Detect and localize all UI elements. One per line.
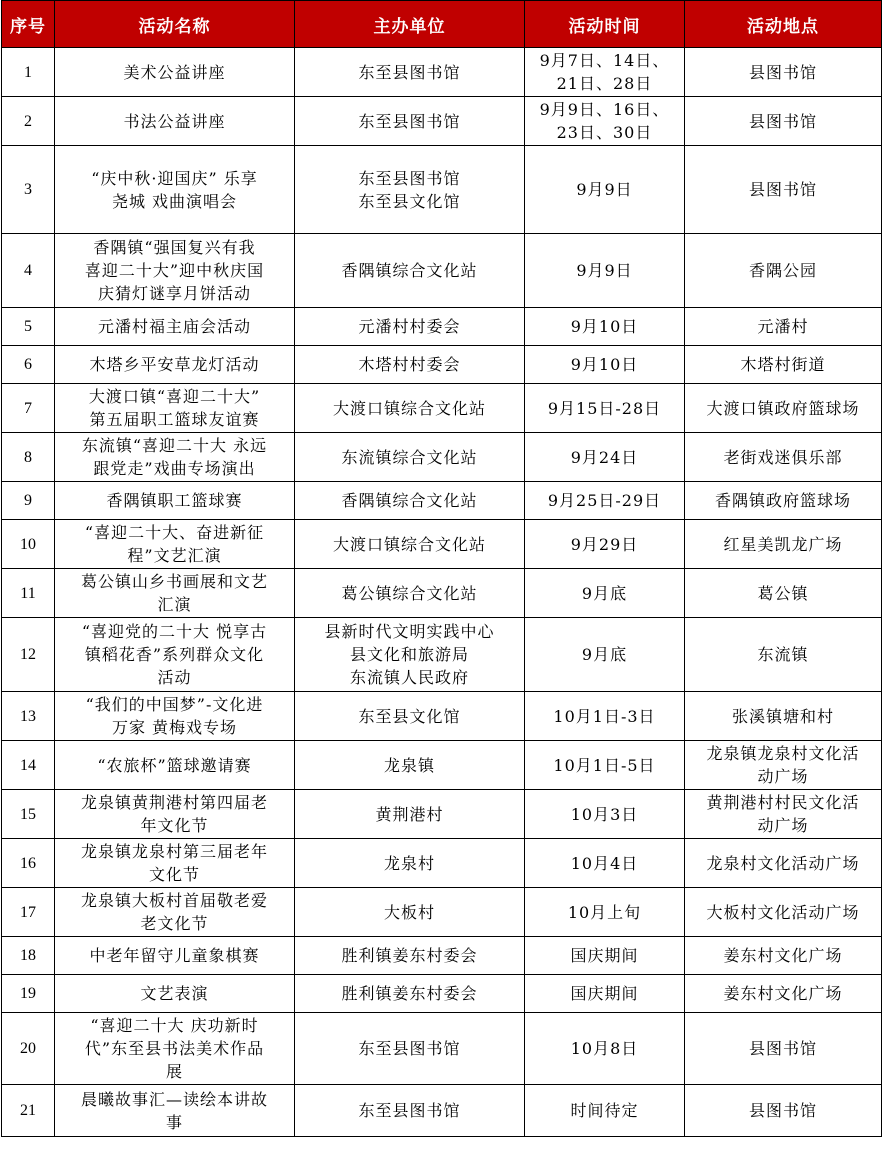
cell-time — [525, 482, 685, 520]
cell-line: 尧城 戏曲演唱会 — [111, 191, 238, 211]
cell-no — [2, 433, 55, 482]
cell-no — [2, 790, 55, 839]
cell-line: 10月4日 — [570, 853, 639, 873]
cell-line: 县文化和旅游局 — [349, 645, 469, 664]
cell-line: 3 — [24, 181, 32, 198]
cell-line: 大板村 — [383, 902, 435, 922]
cell-place — [685, 888, 882, 937]
cell-org — [295, 48, 525, 97]
table-row — [2, 48, 882, 97]
cell-name — [55, 234, 295, 308]
table-row — [2, 308, 882, 346]
cell-line: “喜迎二十大、奋进新征 — [84, 523, 265, 542]
cell-time — [525, 346, 685, 384]
table-row — [2, 384, 882, 433]
cell-line: 年文化节 — [140, 816, 209, 835]
cell-time — [525, 520, 685, 569]
cell-time — [525, 618, 685, 692]
cell-org — [295, 308, 525, 346]
cell-line: 木塔村村委会 — [358, 355, 461, 374]
cell-line: 东流镇综合文化站 — [341, 447, 478, 467]
cell-line: 龙泉村 — [383, 853, 435, 873]
cell-org — [295, 975, 525, 1013]
cell-line: “庆中秋·迎国庆” 乐享 — [91, 168, 258, 188]
cell-line: 龙泉镇大板村首届敬老爱 — [80, 891, 268, 910]
table-row — [2, 146, 882, 234]
cell-line: 木塔村街道 — [740, 355, 826, 374]
cell-no — [2, 741, 55, 790]
table-row — [2, 433, 882, 482]
cell-line: 东至县图书馆 — [358, 1039, 461, 1058]
cell-line: 东流镇人民政府 — [349, 668, 469, 687]
cell-org — [295, 692, 525, 741]
table-row — [2, 692, 882, 741]
cell-name — [55, 308, 295, 346]
cell-line: 11 — [20, 584, 36, 602]
cell-no — [2, 384, 55, 433]
cell-place — [685, 937, 882, 975]
cell-line: 香隅镇政府篮球场 — [714, 491, 851, 510]
cell-name — [55, 384, 295, 433]
table-body — [2, 48, 882, 1137]
cell-org — [295, 790, 525, 839]
cell-org — [295, 97, 525, 146]
cell-line: 老街戏迷俱乐部 — [723, 447, 843, 467]
cell-line: 东至县图书馆 — [358, 168, 461, 188]
cell-line: 21 — [20, 1102, 36, 1119]
cell-line: 大渡口镇综合文化站 — [332, 398, 486, 418]
header-time: 活动时间 — [525, 1, 685, 48]
cell-org — [295, 146, 525, 234]
table-row — [2, 520, 882, 569]
table-row — [2, 1085, 882, 1137]
cell-line: 9月底 — [581, 583, 628, 603]
cell-time — [525, 97, 685, 146]
cell-name — [55, 97, 295, 146]
cell-line: 12 — [20, 646, 36, 663]
cell-line: 晨曦故事汇—读绘本讲故 — [80, 1089, 268, 1109]
cell-place — [685, 839, 882, 888]
cell-time — [525, 433, 685, 482]
table-row — [2, 790, 882, 839]
cell-line: 龙泉镇龙泉村文化活 — [706, 744, 860, 763]
cell-line: 20 — [20, 1040, 36, 1057]
table-row — [2, 888, 882, 937]
cell-line: 葛公镇综合文化站 — [341, 583, 478, 603]
table-row — [2, 234, 882, 308]
cell-time — [525, 569, 685, 618]
cell-line: 10月上旬 — [567, 902, 642, 922]
table-row — [2, 618, 882, 692]
cell-line: 8 — [24, 448, 32, 466]
table-row — [2, 97, 882, 146]
cell-org — [295, 839, 525, 888]
cell-line: 黄荆港村 — [375, 804, 444, 824]
cell-no — [2, 618, 55, 692]
cell-line: 9月10日 — [570, 355, 639, 374]
cell-line: 东至县图书馆 — [358, 1101, 461, 1120]
cell-line: 14 — [20, 756, 36, 774]
header-place: 活动地点 — [685, 1, 882, 48]
cell-place — [685, 975, 882, 1013]
cell-org — [295, 482, 525, 520]
cell-name — [55, 618, 295, 692]
cell-line: “喜迎党的二十大 悦享古 — [81, 622, 268, 641]
cell-time — [525, 741, 685, 790]
cell-line: 东至县文化馆 — [358, 191, 461, 211]
cell-line: 18 — [20, 947, 36, 964]
cell-no — [2, 1013, 55, 1085]
cell-name — [55, 975, 295, 1013]
cell-place — [685, 618, 882, 692]
cell-line: 9月24日 — [570, 447, 639, 467]
cell-line: 张溪镇塘和村 — [731, 706, 834, 726]
cell-line: 21日、28日 — [556, 74, 653, 93]
cell-line: 代”东至县书法美术作品 — [84, 1039, 265, 1058]
cell-line: 龙泉镇黄荆港村第四届老 — [80, 793, 268, 812]
cell-line: 大渡口镇政府篮球场 — [706, 398, 860, 418]
cell-line: 大渡口镇“喜迎二十大” — [88, 387, 261, 406]
cell-line: “喜迎二十大 庆功新时 — [90, 1016, 259, 1035]
cell-line: 美术公益讲座 — [123, 62, 226, 82]
cell-line: 东至县图书馆 — [358, 111, 461, 131]
header-name: 活动名称 — [55, 1, 295, 48]
cell-name — [55, 48, 295, 97]
cell-line: 姜东村文化广场 — [723, 946, 843, 965]
cell-line: 东流镇“喜迎二十大 永远 — [81, 436, 268, 455]
cell-time — [525, 839, 685, 888]
cell-line: 县新时代文明实践中心 — [324, 622, 495, 641]
cell-place — [685, 790, 882, 839]
cell-no — [2, 569, 55, 618]
cell-line: 10 — [20, 535, 36, 553]
cell-line: 10月8日 — [570, 1039, 639, 1058]
cell-no — [2, 520, 55, 569]
cell-name — [55, 482, 295, 520]
cell-org — [295, 569, 525, 618]
cell-place — [685, 384, 882, 433]
cell-line: 9月25日-29日 — [547, 491, 662, 510]
cell-line: 4 — [24, 262, 32, 279]
cell-org — [295, 741, 525, 790]
cell-line: 胜利镇姜东村委会 — [341, 946, 478, 965]
cell-org — [295, 433, 525, 482]
cell-line: 文艺表演 — [140, 984, 209, 1003]
cell-time — [525, 790, 685, 839]
cell-time — [525, 234, 685, 308]
cell-org — [295, 888, 525, 937]
cell-line: 展 — [165, 1062, 183, 1081]
cell-name — [55, 741, 295, 790]
cell-place — [685, 569, 882, 618]
cell-org — [295, 937, 525, 975]
table-row — [2, 482, 882, 520]
cell-line: 庆猜灯谜享月饼活动 — [97, 284, 251, 303]
cell-line: 9月底 — [581, 645, 628, 664]
cell-line: 县图书馆 — [748, 62, 817, 82]
cell-line: 动广场 — [757, 767, 809, 786]
cell-line: 文化节 — [148, 865, 200, 884]
cell-line: 国庆期间 — [570, 946, 639, 965]
cell-name — [55, 692, 295, 741]
cell-line: 县图书馆 — [748, 1039, 817, 1058]
cell-line: 县图书馆 — [748, 180, 817, 199]
cell-time — [525, 975, 685, 1013]
cell-place — [685, 48, 882, 97]
cell-line: 元潘村福主庙会活动 — [97, 317, 251, 336]
cell-place — [685, 1085, 882, 1137]
cell-time — [525, 1013, 685, 1085]
cell-no — [2, 48, 55, 97]
cell-no — [2, 146, 55, 234]
cell-name — [55, 839, 295, 888]
table-row — [2, 569, 882, 618]
cell-line: 元潘村村委会 — [358, 317, 461, 336]
cell-no — [2, 975, 55, 1013]
cell-line: 9月15日-28日 — [547, 398, 662, 418]
cell-line: 大渡口镇综合文化站 — [332, 534, 486, 554]
cell-line: 香隅镇“强国复兴有我 — [93, 238, 256, 257]
cell-place — [685, 146, 882, 234]
cell-place — [685, 97, 882, 146]
cell-line: 9月9日、16日、 — [539, 100, 670, 119]
cell-line: 龙泉镇 — [383, 755, 435, 775]
header-row — [2, 1, 882, 48]
activity-table — [1, 0, 882, 1137]
cell-place — [685, 346, 882, 384]
cell-line: 9月9日 — [576, 180, 633, 199]
cell-line: “农旅杯”篮球邀请赛 — [97, 755, 252, 775]
cell-line: 香隅公园 — [748, 261, 817, 280]
cell-line: 15 — [20, 805, 36, 823]
table-row — [2, 839, 882, 888]
cell-line: 1 — [24, 63, 32, 81]
cell-line: “我们的中国梦”-文化进 — [85, 695, 264, 714]
cell-org — [295, 234, 525, 308]
cell-org — [295, 618, 525, 692]
cell-no — [2, 234, 55, 308]
cell-place — [685, 520, 882, 569]
table-row — [2, 346, 882, 384]
cell-line: 时间待定 — [570, 1101, 639, 1120]
cell-line: 中老年留守儿童象棋赛 — [89, 946, 260, 965]
cell-name — [55, 520, 295, 569]
cell-place — [685, 308, 882, 346]
cell-line: 葛公镇 — [757, 583, 809, 603]
cell-time — [525, 692, 685, 741]
cell-no — [2, 888, 55, 937]
cell-name — [55, 1085, 295, 1137]
table-row — [2, 937, 882, 975]
cell-line: 县图书馆 — [748, 1101, 817, 1120]
cell-time — [525, 937, 685, 975]
cell-line: 动广场 — [757, 816, 809, 835]
cell-line: 10月1日-3日 — [553, 706, 656, 726]
cell-line: 龙泉村文化活动广场 — [706, 853, 860, 873]
cell-line: 7 — [24, 399, 32, 417]
cell-line: 县图书馆 — [748, 111, 817, 131]
cell-place — [685, 482, 882, 520]
cell-name — [55, 146, 295, 234]
cell-time — [525, 308, 685, 346]
cell-line: 喜迎二十大”迎中秋庆国 — [84, 261, 265, 280]
table-row — [2, 741, 882, 790]
cell-line: 大板村文化活动广场 — [706, 902, 860, 922]
cell-no — [2, 308, 55, 346]
cell-line: 黄荆港村村民文化活 — [706, 793, 860, 812]
cell-line: 第五届职工篮球友谊赛 — [89, 410, 260, 429]
cell-line: 镇稻花香”系列群众文化 — [84, 645, 265, 664]
cell-line: 香隅镇综合文化站 — [341, 491, 478, 510]
cell-time — [525, 384, 685, 433]
cell-time — [525, 146, 685, 234]
cell-org — [295, 346, 525, 384]
cell-line: 9月7日、14日、 — [539, 51, 670, 70]
cell-name — [55, 790, 295, 839]
cell-line: 香隅镇职工篮球赛 — [106, 491, 243, 510]
cell-line: 东至县图书馆 — [358, 62, 461, 82]
cell-time — [525, 48, 685, 97]
cell-no — [2, 482, 55, 520]
cell-line: 老文化节 — [140, 914, 209, 933]
cell-line: 17 — [20, 903, 36, 921]
cell-line: 胜利镇姜东村委会 — [341, 984, 478, 1003]
cell-line: 香隅镇综合文化站 — [341, 261, 478, 280]
cell-line: 2 — [24, 112, 32, 130]
cell-line: 东至县文化馆 — [358, 706, 461, 726]
cell-line: 5 — [24, 318, 32, 335]
header-org: 主办单位 — [295, 1, 525, 48]
cell-name — [55, 569, 295, 618]
cell-name — [55, 433, 295, 482]
cell-place — [685, 234, 882, 308]
table-row — [2, 975, 882, 1013]
cell-line: 书法公益讲座 — [123, 111, 226, 131]
cell-org — [295, 1013, 525, 1085]
cell-line: 国庆期间 — [570, 984, 639, 1003]
cell-no — [2, 937, 55, 975]
cell-place — [685, 692, 882, 741]
cell-line: 9 — [24, 492, 32, 509]
cell-line: 9月10日 — [570, 317, 639, 336]
cell-place — [685, 1013, 882, 1085]
cell-line: 9月9日 — [576, 261, 633, 280]
cell-line: 元潘村 — [757, 317, 809, 336]
cell-line: 13 — [20, 707, 36, 725]
cell-name — [55, 888, 295, 937]
cell-line: 9月29日 — [570, 534, 639, 554]
cell-line: 葛公镇山乡书画展和文艺 — [80, 572, 268, 591]
cell-name — [55, 937, 295, 975]
cell-org — [295, 1085, 525, 1137]
cell-name — [55, 346, 295, 384]
cell-no — [2, 839, 55, 888]
cell-line: 10月3日 — [570, 804, 639, 824]
cell-line: 19 — [20, 985, 36, 1002]
cell-line: 跟党走”戏曲专场演出 — [93, 459, 256, 478]
cell-line: 东流镇 — [757, 645, 809, 664]
cell-place — [685, 741, 882, 790]
cell-line: 龙泉镇龙泉村第三届老年 — [80, 842, 268, 861]
cell-time — [525, 1085, 685, 1137]
cell-line: 23日、30日 — [556, 123, 653, 142]
cell-line: 汇演 — [157, 595, 192, 614]
header-no: 序号 — [2, 1, 55, 48]
cell-line: 程”文艺汇演 — [127, 546, 222, 565]
cell-line: 红星美凯龙广场 — [723, 534, 843, 554]
cell-name — [55, 1013, 295, 1085]
cell-org — [295, 384, 525, 433]
table-row — [2, 1013, 882, 1085]
cell-line: 事 — [165, 1112, 183, 1132]
cell-line: 木塔乡平安草龙灯活动 — [89, 355, 260, 374]
cell-no — [2, 692, 55, 741]
cell-line: 万家 黄梅戏专场 — [111, 718, 238, 737]
cell-line: 16 — [20, 854, 36, 872]
cell-org — [295, 520, 525, 569]
cell-line: 姜东村文化广场 — [723, 984, 843, 1003]
cell-line: 6 — [24, 356, 32, 373]
cell-time — [525, 888, 685, 937]
cell-place — [685, 433, 882, 482]
cell-no — [2, 1085, 55, 1137]
cell-no — [2, 346, 55, 384]
cell-no — [2, 97, 55, 146]
cell-line: 活动 — [157, 668, 192, 687]
cell-line: 10月1日-5日 — [553, 755, 656, 775]
